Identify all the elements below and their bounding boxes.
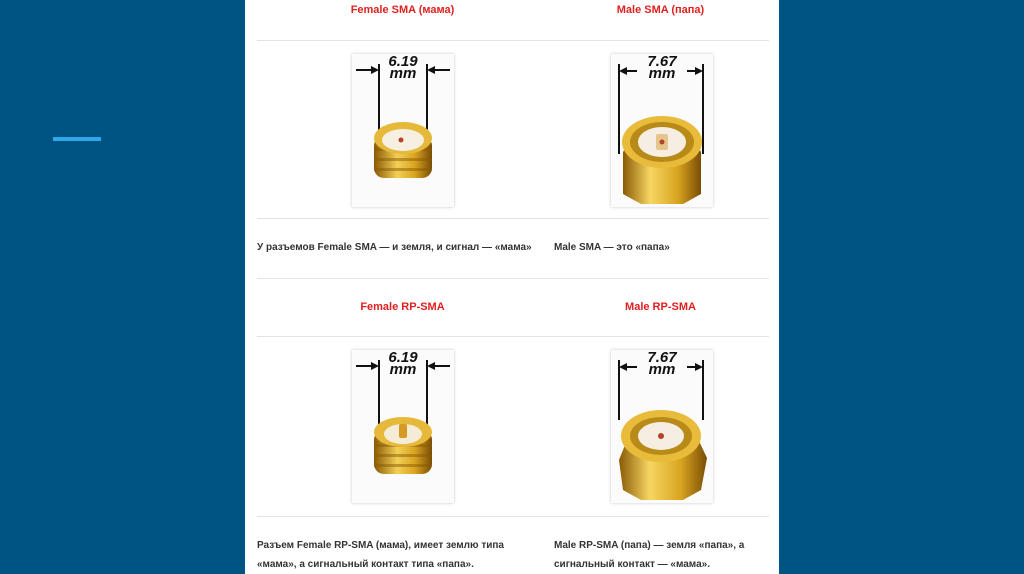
female-sma-dimension: 6.19 — [388, 53, 418, 70]
female-sma-photo — [352, 54, 454, 207]
male-sma-dimension-unit: mm — [648, 65, 676, 82]
male-rp-sma-dimension: 7.67 — [647, 349, 677, 366]
heading-female-rp-sma: Female RP-SMA — [360, 301, 445, 313]
divider — [257, 516, 769, 517]
heading-male-sma: Male SMA (папа) — [616, 4, 705, 16]
female-rp-sma-photo — [352, 350, 454, 503]
male-rp-sma-photo — [611, 350, 713, 503]
female-rp-sma-dimension: 6.19 — [388, 349, 418, 366]
female-rp-sma-caption-line-2: «мама», а сигнальный контакт типа «папа». — [257, 559, 474, 570]
female-sma-caption: У разъемов Female SMA — и земля, и сигнал — «мама» — [257, 242, 532, 253]
female-sma-dimension-unit: mm — [389, 65, 417, 82]
female-rp-sma-dimension-unit: mm — [389, 361, 417, 378]
male-rp-sma-caption-line-1: Male RP-SMA (папа) — земля «папа», а — [554, 540, 745, 551]
male-rp-sma-caption — [554, 536, 774, 574]
female-rp-sma-caption-line-1: Разъем Female RP-SMA (мама), имеет землю типа — [257, 540, 504, 551]
female-rp-sma-caption — [257, 536, 547, 574]
divider — [257, 40, 769, 41]
divider — [257, 336, 769, 337]
content-sheet — [245, 0, 779, 574]
male-rp-sma-dimension-unit: mm — [648, 361, 676, 378]
accent-line — [53, 137, 101, 141]
male-sma-dimension: 7.67 — [647, 53, 677, 70]
heading-female-sma: Female SMA (мама) — [350, 4, 455, 16]
heading-male-rp-sma: Male RP-SMA — [625, 301, 696, 313]
divider — [257, 278, 769, 279]
divider — [257, 218, 769, 219]
male-rp-sma-caption-line-2: сигнальный контакт — «мама». — [554, 559, 710, 570]
male-sma-caption: Male SMA — это «папа» — [554, 242, 670, 253]
male-sma-photo — [611, 54, 713, 207]
